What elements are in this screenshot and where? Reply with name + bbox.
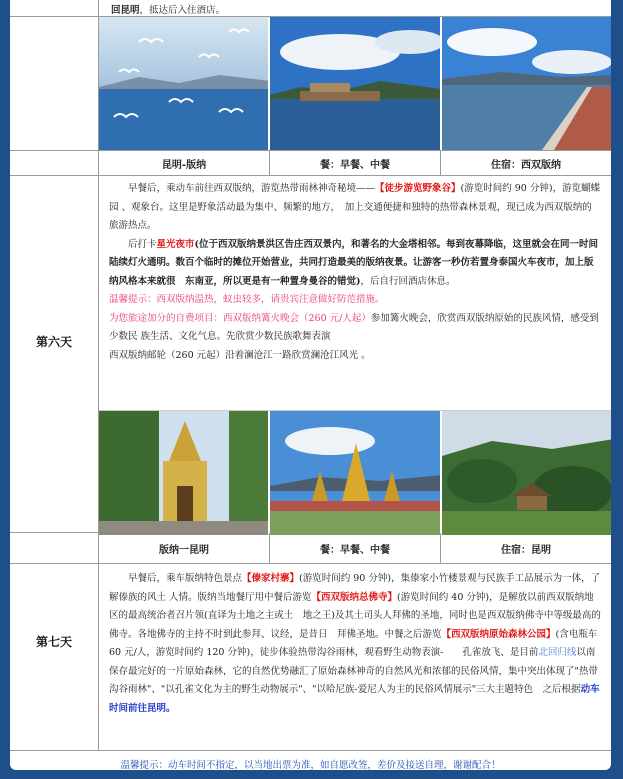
arrival-text: ，抵达后入住酒店。 xyxy=(139,5,226,16)
day7-p1-c: (游览时间约 90 分钟)，集傣家小竹楼景观与民族手工品展示为一体，了解傣族的风土 人情。版纳当地餐厅用中餐后游览 xyxy=(109,573,601,603)
bottom-tip: 温馨提示：动车时间不指定，以当地出票为准，如自愿改签，差价及接送自理，谢谢配合！ xyxy=(120,760,501,771)
day7-stay: 住宿：昆明 xyxy=(501,544,551,556)
temple-gate-photo xyxy=(99,411,270,535)
day6-p2-c: (位于西双版纳景洪区告庄西双景内，和著名的大金塔相邻。每到夜幕降临，这里就会在同一时间陆续灯火通明。数百个临时的摊位开始营业，共同打造最美的版纳夜景。让游客一秒仿若置身泰国火车夜市，加上版纳风格本来就很 东南亚，所以更是有一种置身曼谷的错觉) xyxy=(109,238,599,287)
primeval-forest-park: 【西双版纳原始森林公园】 xyxy=(441,628,556,640)
day6-meals: 餐：早餐、中餐 xyxy=(270,151,441,175)
day6-tip: 温馨提示：西双版纳温热，蚊虫较多，请贵宾注意做好防范措施。 xyxy=(109,294,385,306)
day7-header-row xyxy=(10,533,611,564)
day7-p1-g: (含电瓶车 60 元/人，游览时间约 120 分钟)，徒步体验热带沟谷雨林，观看野生动物表演- 孔雀放飞、是目前 xyxy=(109,628,598,659)
empty-day-cell xyxy=(10,17,99,150)
day7-meals: 餐：早餐、中餐 xyxy=(270,533,441,563)
golden-pagoda-photo xyxy=(270,411,441,535)
star-night-market: 星光夜市 xyxy=(156,238,195,250)
day6-cruise: 西双版纳邮轮（260 元起）沿着澜沧江一路欣赏澜沧江风光 。 xyxy=(109,349,371,361)
day7-route: 版纳一昆明 xyxy=(99,533,270,563)
arrival-row xyxy=(10,0,611,17)
lake-pier-photo xyxy=(270,17,441,150)
day6-header-row xyxy=(10,151,611,176)
day7-body xyxy=(10,564,611,751)
lakeside-promenade-photo xyxy=(442,17,611,150)
arrival-bold: 回昆明 xyxy=(111,5,140,16)
train-to-kunming: 动车时间前往昆明。 xyxy=(109,684,600,714)
day7-p1-e: (游览时间约 40 分钟)，是解放以前西双版纳地区的最高统治者召片领(直译为土地之主或土 地之王)及其土司头人拜佛的圣地，同时也是西双版纳佛寺中等级最高的佛寺。各地佛寺的主持不时到此参拜、议经，是昔日 拜佛圣地。中餐之后游览 xyxy=(109,591,601,640)
day7-p1-i: 以南保存最完好的一片原始森林，它的自然优势融汇了原始森林神奇的自然风光和浓郁的民俗风情，集中突出体现了"热带沟谷雨林"、"以孔雀文化为主的野生动物展示"、"以哈尼族-爱尼人为主的民俗风情展示"三大主题特色 之后根据 xyxy=(109,647,598,696)
itinerary-page xyxy=(10,0,611,770)
wild-elephant-valley: 【徒步游览野象谷】 xyxy=(375,183,461,194)
day6-p2-d: ，后自行回酒店休息。 xyxy=(360,275,456,287)
day6-p1-a: 早餐后，乘动车前往西双版纳，游览热带雨林神奇秘境—— xyxy=(128,183,376,194)
main-buddhist-temple: 【西双版纳总佛寺】 xyxy=(311,591,398,603)
tropic-of-cancer: 北回归线 xyxy=(538,647,577,659)
day6-route: 昆明-版纳 xyxy=(99,151,270,175)
seagulls-lake-photo xyxy=(99,17,270,150)
day6-optional-desc: 参加篝火晚会，欣赏西双版纳原始的民族风情，感受到少数民 族生活、文化气息。先欣赏少数民族歌舞表演 xyxy=(109,312,599,343)
day6-body xyxy=(10,176,611,533)
empty-day-cell xyxy=(10,0,99,16)
photo-row-1 xyxy=(10,17,611,151)
day6-stay: 住宿：西双版纳 xyxy=(491,159,561,171)
day6-p2-a: 后打卡 xyxy=(128,238,157,250)
day7-label: 第七天 xyxy=(10,533,99,750)
day6-label: 第六天 xyxy=(10,151,99,532)
day7-p1-a: 早餐后，乘车版纳特色景点 xyxy=(128,573,243,584)
rainforest-village-photo xyxy=(442,411,611,535)
photo-row-2 xyxy=(99,410,611,535)
dai-village: 【傣家村寨】 xyxy=(242,573,300,584)
day6-optional-title: 为您旅途加分的自费项目：西双版纳篝火晚会（260 元/人起） xyxy=(109,312,371,324)
day6-p1-c: (游览时间约 90 分钟)，游览蝴蝶园 、观象台。这里是野象活动最为集中、频繁的地方， 加上交通便捷和独特的热带森林景观，现已成为西双版纳的旅游热点。 xyxy=(109,183,601,232)
